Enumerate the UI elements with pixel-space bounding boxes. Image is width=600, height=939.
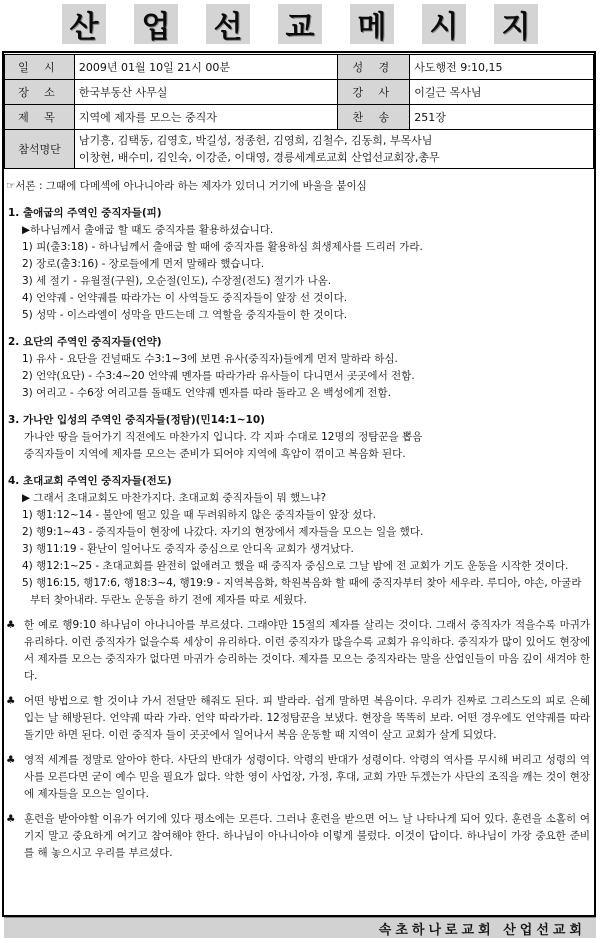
section-line: ▶ 그래서 초대교회도 마찬가지다. 초대교회 중직자들이 뭐 했느냐? <box>22 492 327 504</box>
club-icon: ♣ <box>6 695 16 707</box>
speaker-value: 이길근 목사님 <box>410 80 594 105</box>
section-title: 3. 가나안 입성의 주역인 중직자들(정탐)(민14:1~10) <box>8 414 265 426</box>
attendees-line: 이창현, 배수미, 김인숙, 이강준, 이대영, 경릉세계로교회 산업선교회장,총무 <box>78 151 440 164</box>
verse-label: 성 경 <box>338 55 410 80</box>
hymn-label: 찬 송 <box>338 105 410 130</box>
section-line: 가나안 땅을 들어가기 직전에도 마찬가지 입니다. 각 지파 수대로 12명의 정탐꾼을 뽑음 <box>24 431 423 443</box>
section-line: 1) 행1:12~14 - 불안에 떨고 있을 때 두려워하지 않은 중직자들이 앞장 섰다. <box>22 509 376 521</box>
banner-char: 업 <box>134 4 178 44</box>
section-line: ▶하나님께서 출애굽 할 때도 중직자를 활용하셨습니다. <box>22 224 274 236</box>
section-line: 중직자들이 지역에 제자를 모으는 준비가 되어야 지역에 흑암이 꺾이고 복음화 된다. <box>24 448 406 460</box>
speaker-label: 강 사 <box>338 80 410 105</box>
section-line: 2) 언약(요단) - 수3:4~20 언약궤 멘자를 따라가라 유사들이 다니면서 곳곳에서 전함. <box>22 370 415 382</box>
hymn-value: 251장 <box>410 105 594 130</box>
note-3 <box>6 752 590 803</box>
note-text: 영적 세계를 정말로 알아야 한다. 사단의 반대가 성령이다. 악령의 반대가 성령이다. 악령의 역사를 무시해 버리고 성령의 역사를 모른다면 굳이 예수 믿을 필요가 없다. 악한 영이 사업장, 가정, 후대, 교회 가만 두겠는가 사단의 조직을 깨는 것이 현장에 제자들을 모으는 일이다. <box>24 754 590 800</box>
section-line: 5) 행16:15, 행17:6, 행18:3~4, 행19:9 - 지역복음화, 학원복음화 할 때에 중직자부터 찾아 세우라. 루디아, 야손, 아굴라부터 찾아내라. 두란노 운동을 하기 전에 제자를 따로 세웠다. <box>22 577 582 606</box>
section-line: 4) 언약궤 - 언약궤를 따라가는 이 사역들도 중직자들이 앞장 선 것이다. <box>22 292 348 304</box>
section-3 <box>6 412 590 463</box>
note-4 <box>6 811 590 862</box>
footer-text: 속초하나로교회 산업선교회 <box>378 923 586 938</box>
note-text: 한 예로 행9:10 하나님이 아나니아를 부르셨다. 그래야만 15절의 제자를 살리는 것이다. 그래서 중직자가 적을수록 마귀가 유리하다. 이런 중직자가 없을수록 세상이 유리하다. 이런 중직자가 많을수록 교회가 유익하다. 중직자가 많이 있어도 현장에서 제자를 모으는 중직자가 없다면 마귀가 승리하는 것이다. 제자를 모으는 중직자라는 말을 산업인들이 마음 깊이 새겨야 한다. <box>24 619 590 682</box>
club-icon: ♣ <box>6 813 16 825</box>
banner-title <box>62 4 538 44</box>
note-text: 훈련을 받아야할 이유가 여기에 있다 평소에는 모른다. 그러나 훈련을 받으면 어느 날 나타나게 되어 있다. 훈련을 소홀히 여기지 말고 중요하게 여기고 참여해야 한다. 하나님이 아나니아야 이렇게 불렀다. 이것이 답이다. 하나님이 가장 중요한 준비를 해 놓으시고 우리를 부르셨다. <box>24 813 590 859</box>
title-label: 제 목 <box>5 105 75 130</box>
info-table <box>4 54 594 169</box>
section-line: 1) 유사 - 요단을 건널때도 수3:1~3에 보면 유사(중직자)들에게 먼저 말하라 하심. <box>22 353 398 365</box>
section-line: 3) 행11:19 - 환난이 일어나도 중직자 중심으로 안디옥 교회가 생겨났다. <box>22 543 354 555</box>
section-2 <box>6 334 590 402</box>
section-4 <box>6 473 590 609</box>
sermon-body <box>6 178 590 862</box>
sermon-intro: ☞서론 : 그때에 다메섹에 아나니아라 하는 제자가 있더니 거기에 바울을 붙이심 <box>6 180 367 192</box>
banner-char: 선 <box>206 4 250 44</box>
banner-char: 시 <box>422 4 466 44</box>
section-line: 1) 피(출3:18) - 하나님께서 출애굽 할 때에 중직자를 활용하심 희생제사를 드리러 가라. <box>22 241 423 253</box>
attendees-value <box>74 130 593 169</box>
section-line: 3) 여리고 - 수6장 여리고를 돌때도 언약궤 멘자를 따라 돌라고 온 백성에게 전함. <box>22 387 391 399</box>
info-row-place <box>5 80 594 105</box>
section-line: 2) 행9:1~43 - 중직자들이 현장에 나갔다. 자기의 현장에서 제자들을 모으는 일을 했다. <box>22 526 424 538</box>
banner-char: 산 <box>62 4 106 44</box>
place-value: 한국부동산 사무실 <box>74 80 337 105</box>
section-1 <box>6 205 590 324</box>
info-row-attendees <box>5 130 594 169</box>
footer-bar <box>4 917 596 938</box>
section-line: 4) 행12:1~25 - 초대교회를 완전히 없애려고 했을 때 중직자 중심으로 그날 밤에 전 교회가 기도 운동을 시작한 것이다. <box>22 560 569 572</box>
info-row-date <box>5 55 594 80</box>
club-icon: ♣ <box>6 619 16 631</box>
section-title: 1. 출애굽의 주역인 중직자들(피) <box>8 207 162 219</box>
date-label: 일 시 <box>5 55 75 80</box>
note-1 <box>6 617 590 685</box>
section-line: 2) 장로(출3:16) - 장로들에게 먼저 말해라 했습니다. <box>22 258 265 270</box>
section-line: 5) 성막 - 이스라엘이 성막을 만드는데 그 역할을 중직자들이 한 것이다. <box>22 309 348 321</box>
attendees-line: 남기흥, 김택동, 김영호, 박길성, 정종헌, 김영희, 김철수, 김동희, 부목사님 <box>78 134 433 147</box>
place-label: 장 소 <box>5 80 75 105</box>
attendees-label: 참석명단 <box>5 130 75 169</box>
date-value: 2009년 01월 10일 21시 00분 <box>74 55 337 80</box>
section-title: 4. 초대교회 주역인 중직자들(전도) <box>8 475 172 487</box>
banner-char: 교 <box>278 4 322 44</box>
banner-char: 메 <box>350 4 394 44</box>
verse-value: 사도행전 9:10,15 <box>410 55 594 80</box>
banner-char: 지 <box>494 4 538 44</box>
note-2 <box>6 693 590 744</box>
club-icon: ♣ <box>6 754 16 766</box>
info-row-title <box>5 105 594 130</box>
note-text: 어떤 방법으로 할 것이냐 가서 전달만 해줘도 된다. 피 발라라. 쉽게 말하면 복음이다. 우리가 진짜로 그리스도의 피로 은혜 입는 날 해방된다. 언약궤 따라 가라. 언약 따라가라. 12정탐꾼을 보냈다. 현장을 똑똑히 보라. 어떤 경우에도 언약궤를 따라 돌기만 하면 된다. 이런 중직자 들이 곳곳에서 일어나서 복음 운동할 때 지역이 살고 교회가 살게 되었다. <box>24 695 590 741</box>
section-title: 2. 요단의 주역인 중직자들(언약) <box>8 336 162 348</box>
title-value: 지역에 제자를 모으는 중직자 <box>74 105 337 130</box>
section-line: 3) 세 절기 - 유월절(구원), 오순절(인도), 수장절(전도) 절기가 나옴. <box>22 275 332 287</box>
